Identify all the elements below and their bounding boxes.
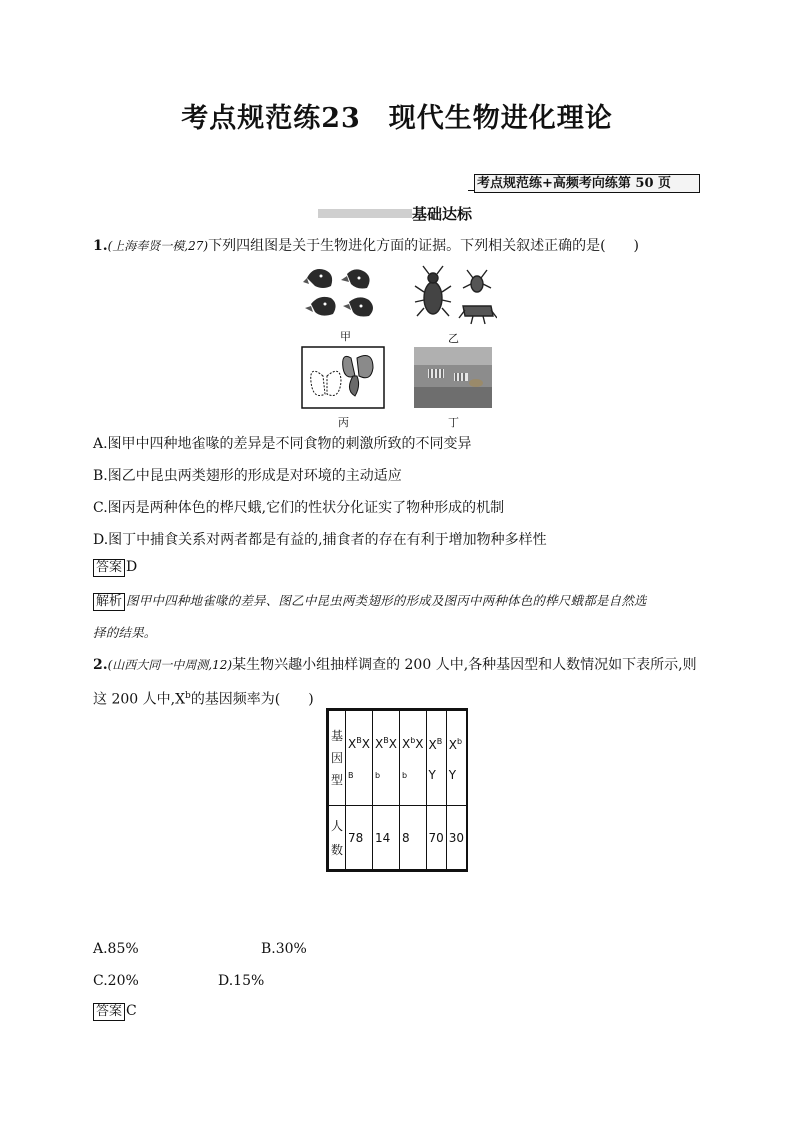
g-sup: b bbox=[457, 736, 463, 746]
zebra-photo bbox=[414, 347, 492, 408]
g-x: X bbox=[428, 737, 437, 752]
page-reference-tag: 考点规范练+高频考向练第 50 页 bbox=[474, 174, 700, 193]
insect-illustration bbox=[413, 264, 497, 326]
figure-label-jia: 甲 bbox=[340, 330, 351, 343]
insect-wings-figure bbox=[413, 264, 497, 326]
explanation-label: 解析 bbox=[93, 593, 125, 611]
question-source: (山西大同一中周测,12) bbox=[107, 658, 233, 672]
question-1-stem bbox=[93, 236, 639, 256]
g-x2: X bbox=[415, 736, 424, 751]
option-d: D.图丁中捕食关系对两者都是有益的,捕食者的存在有利于增加物种多样性 bbox=[93, 532, 547, 548]
header-char: 数 bbox=[331, 842, 344, 857]
g-tail: Y bbox=[428, 767, 436, 782]
superscript-b: b bbox=[185, 691, 191, 701]
g-tail: Y bbox=[448, 767, 457, 782]
figure-label-bing: 丙 bbox=[338, 416, 349, 429]
predation-photo-figure bbox=[414, 347, 492, 408]
g-x2: X bbox=[388, 736, 397, 751]
question-source: (上海奉贤一模,27) bbox=[107, 239, 209, 253]
g-sup: B bbox=[436, 736, 443, 746]
option-c: C.图丙是两种体色的桦尺蛾,它们的性状分化证实了物种形成的机制 bbox=[93, 500, 505, 516]
question-number: 2. bbox=[93, 657, 108, 673]
explanation-row-1 bbox=[93, 591, 647, 611]
g-x2: X bbox=[361, 736, 370, 751]
section-heading: 基础达标 bbox=[412, 205, 473, 223]
answer-value: C bbox=[126, 1003, 137, 1019]
genotype-cell bbox=[426, 711, 446, 806]
question-2-stem-line2 bbox=[93, 686, 314, 710]
finch-illustration bbox=[303, 264, 385, 324]
option-c: C.20% bbox=[93, 973, 139, 989]
g-tail: b bbox=[401, 770, 408, 780]
moth-illustration bbox=[301, 346, 385, 409]
genotype-cell bbox=[399, 711, 426, 806]
finch-beaks-figure bbox=[303, 264, 385, 324]
g-x: X bbox=[348, 736, 357, 751]
option-a: A.85% bbox=[93, 941, 139, 957]
question-number: 1. bbox=[93, 238, 108, 254]
explanation-text-line1: 图甲中四种地雀喙的差异、图乙中昆虫两类翅形的形成及图丙中两种体色的桦尺蛾都是自然选 bbox=[126, 593, 647, 608]
g-sup: B bbox=[356, 735, 362, 745]
genotype-header bbox=[329, 711, 346, 806]
stem-text-end: 的基因频率为( ) bbox=[190, 691, 314, 708]
genotype-cell bbox=[372, 711, 399, 806]
peppered-moth-figure bbox=[301, 346, 385, 409]
title-left: 考点规范练23 bbox=[181, 103, 361, 134]
count-cell: 30 bbox=[446, 806, 466, 870]
option-d: D.15% bbox=[218, 973, 265, 989]
option-b: B.30% bbox=[261, 941, 307, 957]
g-x: X bbox=[374, 736, 384, 751]
count-cell: 78 bbox=[346, 806, 373, 870]
option-a: A.图甲中四种地雀喙的差异是不同食物的刺激所致的不同变异 bbox=[93, 436, 472, 452]
count-header bbox=[329, 806, 346, 870]
answer-row-2 bbox=[93, 1003, 137, 1021]
g-tail: b bbox=[374, 770, 381, 780]
g-sup: b bbox=[410, 735, 416, 745]
g-x: X bbox=[448, 737, 458, 752]
header-char: 基 bbox=[331, 729, 344, 743]
question-text: 下列四组图是关于生物进化方面的证据。下列相关叙述正确的是( ) bbox=[208, 238, 640, 254]
page-title bbox=[0, 96, 794, 135]
genotype-cell bbox=[446, 711, 466, 806]
genotype-table bbox=[328, 710, 467, 870]
explanation-text-line2: 择的结果。 bbox=[93, 625, 157, 640]
stem-text: 这 200 人中,X bbox=[93, 691, 186, 708]
figure-label-yi: 乙 bbox=[448, 332, 459, 345]
g-x: X bbox=[401, 736, 411, 751]
question-text: 某生物兴趣小组抽样调查的 200 人中,各种基因型和人数情况如下表所示,则 bbox=[232, 657, 697, 673]
g-tail: B bbox=[348, 770, 354, 780]
count-cell: 8 bbox=[399, 806, 426, 870]
g-sup: B bbox=[383, 735, 389, 745]
header-char: 人 bbox=[331, 818, 344, 833]
answer-label: 答案 bbox=[93, 1003, 125, 1021]
table-row-genotype bbox=[329, 711, 467, 806]
header-char: 因 bbox=[331, 751, 344, 765]
answer-row-1 bbox=[93, 559, 137, 577]
count-cell: 14 bbox=[372, 806, 399, 870]
answer-label: 答案 bbox=[93, 559, 125, 577]
section-bar bbox=[318, 209, 412, 218]
table-row-count bbox=[329, 806, 467, 870]
genotype-table-frame bbox=[326, 708, 468, 872]
answer-value: D bbox=[126, 559, 138, 575]
header-char: 型 bbox=[331, 773, 344, 787]
genotype-cell bbox=[346, 711, 373, 806]
option-b: B.图乙中昆虫两类翅形的形成是对环境的主动适应 bbox=[93, 468, 402, 484]
question-2-stem-line1 bbox=[93, 655, 697, 675]
figure-label-ding: 丁 bbox=[448, 416, 459, 429]
title-right: 现代生物进化理论 bbox=[388, 103, 613, 134]
count-cell: 70 bbox=[426, 806, 446, 870]
